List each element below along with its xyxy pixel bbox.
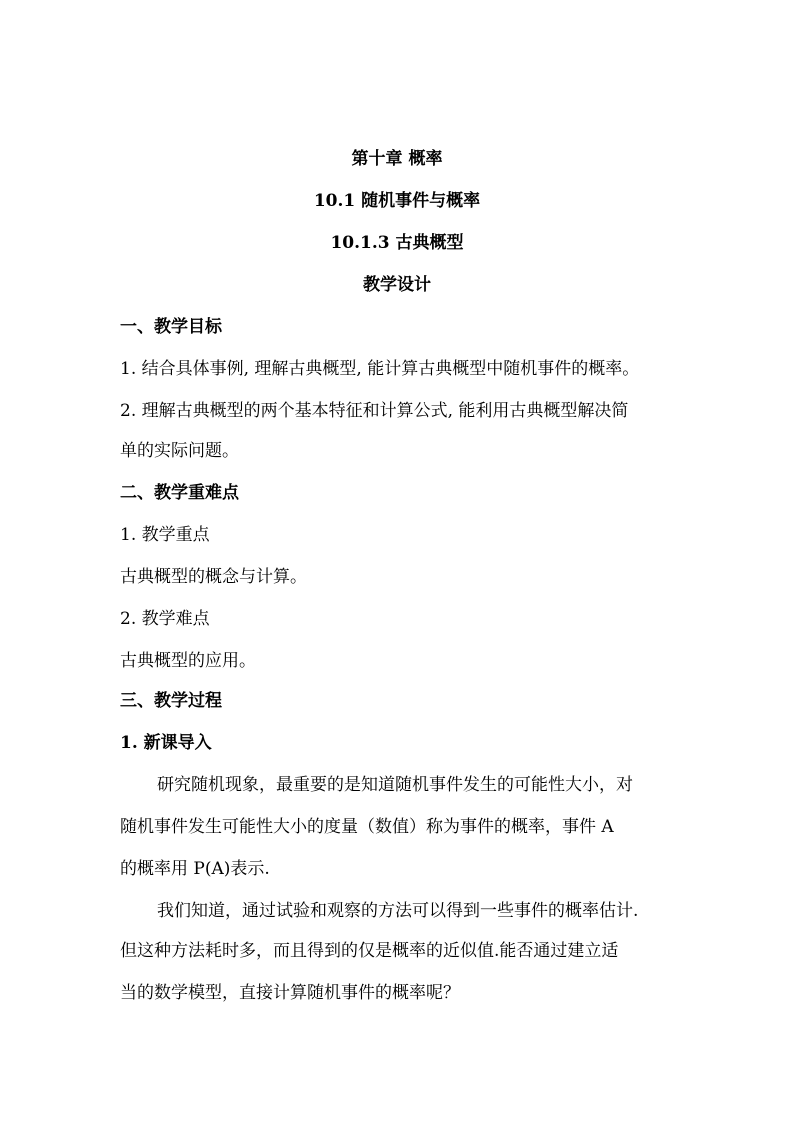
intro-para-1-line-1: 研究随机现象，最重要的是知道随机事件发生的可能性大小，对: [157, 775, 633, 795]
process-heading: 三、教学过程: [120, 691, 222, 711]
chapter-title: 第十章 概率: [351, 149, 443, 169]
key-points-heading: 二、教学重难点: [120, 483, 239, 503]
focus-label: 1. 教学重点: [120, 525, 210, 545]
focus-text: 古典概型的概念与计算。: [120, 567, 307, 587]
intro-para-1-line-2: 随机事件发生可能性大小的度量（数值）称为事件的概率，事件 A: [120, 817, 614, 837]
section-title: 10.1 随机事件与概率: [313, 191, 481, 211]
objective-item-2-line-2: 单的实际问题。: [120, 441, 239, 461]
subsection-title: 10.1.3 古典概型: [330, 233, 464, 253]
intro-heading: 1. 新课导入: [120, 733, 212, 753]
intro-para-2-line-2: 但这种方法耗时多，而且得到的仅是概率的近似值.能否通过建立适: [120, 941, 619, 961]
objectives-heading: 一、教学目标: [120, 317, 222, 337]
objective-item-2-line-1: 2. 理解古典概型的两个基本特征和计算公式, 能利用古典概型解决简: [120, 401, 629, 421]
design-title: 教学设计: [363, 275, 431, 295]
intro-para-2-line-1: 我们知道，通过试验和观察的方法可以得到一些事件的概率估计.: [157, 901, 639, 921]
objective-item-1: 1. 结合具体事例, 理解古典概型, 能计算古典概型中随机事件的概率。: [120, 359, 640, 379]
difficulty-label: 2. 教学难点: [120, 609, 210, 629]
intro-para-2-line-3: 当的数学模型，直接计算随机事件的概率呢？: [120, 983, 460, 1003]
difficulty-text: 古典概型的应用。: [120, 651, 256, 671]
intro-para-1-line-3: 的概率用 P(A)表示.: [120, 859, 270, 879]
